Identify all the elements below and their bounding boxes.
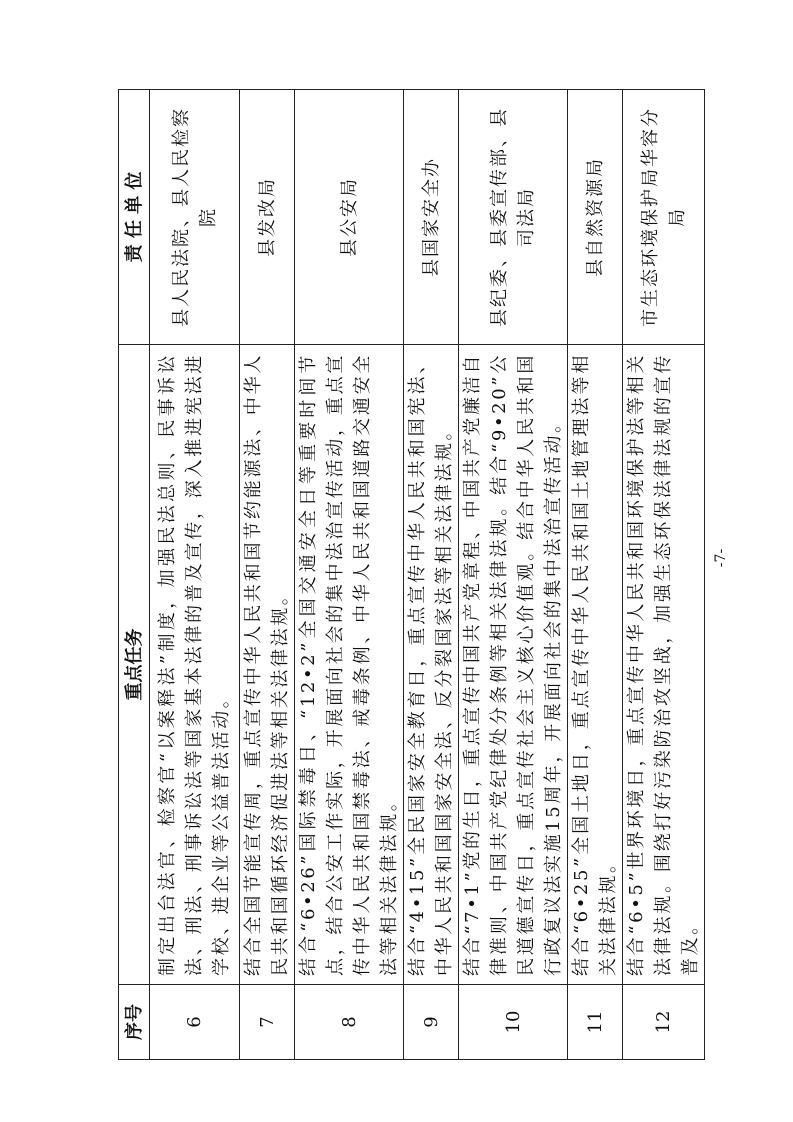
header-unit: 责 任 单 位 <box>119 90 150 345</box>
table-row <box>623 90 705 1060</box>
row-task: 结合“4•15”全民国家安全教育日，重点宣传中华人民共和国宪法、中华人民共和国国家安全法、反分裂国家法等相关法律法规。 <box>404 345 459 985</box>
row-unit: 县公安局 <box>295 90 404 345</box>
row-task: 结合“6•25”全国土地日，重点宣传中华人民共和国土地管理法等相关法律法规。 <box>568 345 623 985</box>
row-unit: 县人民法院、县人民检察院 <box>150 90 240 345</box>
table-row <box>295 90 404 1060</box>
row-unit: 县纪委、县委宣传部、县司法局 <box>459 90 568 345</box>
row-unit: 县国家安全办 <box>404 90 459 345</box>
table-row <box>404 90 459 1060</box>
row-unit: 县自然资源局 <box>568 90 623 345</box>
table-row <box>568 90 623 1060</box>
row-num: 10 <box>459 985 568 1060</box>
row-num: 8 <box>295 985 404 1060</box>
table-row <box>459 90 568 1060</box>
row-num: 6 <box>150 985 240 1060</box>
row-task: 制定出台法官、检察官“以案释法”制度，加强民法总则、民事诉讼法、刑法、刑事诉讼法等国家基本法律的普及宣传，深入推进宪法进学校、进企业等公益普法活动。 <box>150 345 240 985</box>
row-task: 结合“6•26”国际禁毒日、“12•2”全国交通安全日等重要时间节点，结合公安工作实际，开展面向社会的集中法治宣传活动，重点宣传中华人民共和国禁毒法、戒毒条例、中华人民共和国道路交通安全法等相关法律法规。 <box>295 345 404 985</box>
header-num: 序号 <box>119 985 150 1060</box>
table-row <box>150 90 240 1060</box>
table-header-row <box>119 90 150 1060</box>
row-task: 结合“7•1”党的生日，重点宣传中国共产党章程、中国共产党廉洁自律准则、中国共产党纪律处分条例等相关法律法规。结合“9•20”公民道德宣传日，重点宣传社会主义核心价值观。结合中华人民共和国行政复议法实施15周年，开展面向社会的集中法治宣传活动。 <box>459 345 568 985</box>
row-unit: 市生态环境保护局华容分局 <box>623 90 705 345</box>
task-table <box>118 89 705 1060</box>
row-task: 结合全国节能宣传周，重点宣传中华人民共和国节约能源法、中华人民共和国循环经济促进法等相关法律法规。 <box>240 345 295 985</box>
row-num: 9 <box>404 985 459 1060</box>
page-number: -7- <box>713 548 730 568</box>
row-num: 12 <box>623 985 705 1060</box>
row-task: 结合“6•5”世界环境日，重点宣传中华人民共和国环境保护法等相关法律法规。围绕打好污染防治攻坚战，加强生态环保法律法规的宣传普及。 <box>623 345 705 985</box>
header-task: 重点任务 <box>119 345 150 985</box>
row-num: 11 <box>568 985 623 1060</box>
rotated-page-content <box>118 90 701 1060</box>
row-unit: 县发改局 <box>240 90 295 345</box>
table-row <box>240 90 295 1060</box>
row-num: 7 <box>240 985 295 1060</box>
